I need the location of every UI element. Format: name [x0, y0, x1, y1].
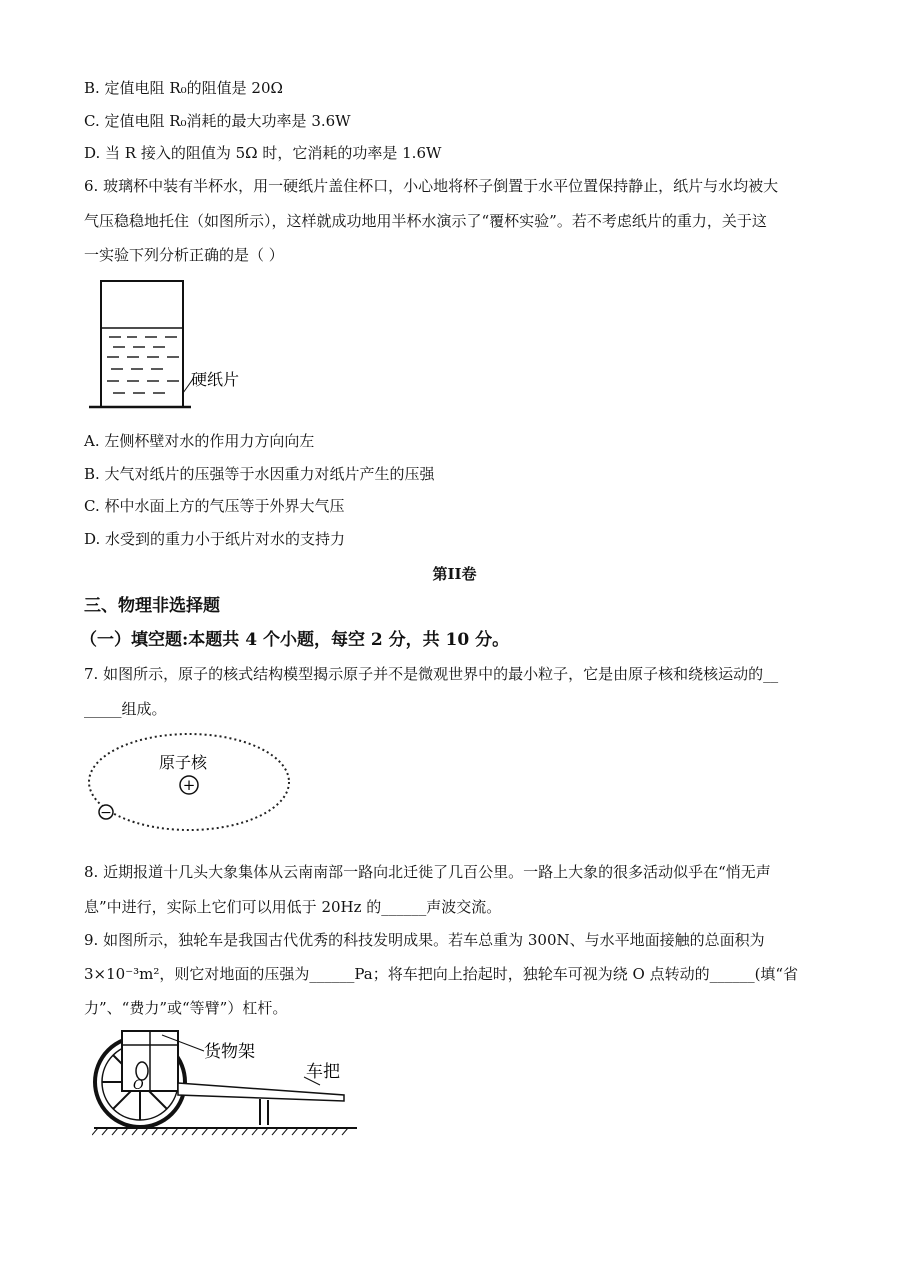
q9-stem-line2: 3×10⁻³m²，则它对地面的压强为______Pa；将车把向上抬起时，独轮车可视为绕 O 点转动的______(填“省	[84, 965, 799, 983]
volume-title: 第II卷	[432, 565, 477, 583]
water-dashes	[107, 337, 179, 393]
minus-sign: −	[100, 805, 112, 821]
option-b-prev: B. 定值电阻 R₀的阻值是 20Ω	[84, 79, 283, 97]
q7-stem-line2: _____组成。	[84, 700, 167, 718]
q6-option-b: B. 大气对纸片的压强等于水因重力对纸片产生的压强	[84, 465, 435, 483]
paper-label: 硬纸片	[191, 370, 240, 389]
q6-stem-line1: 6. 玻璃杯中装有半杯水，用一硬纸片盖住杯口，小心地将杯子倒置于水平位置保持静止，纸片与水均被大	[84, 177, 779, 195]
q6-option-a: A. 左侧杯壁对水的作用力方向向左	[84, 432, 315, 450]
ground-hatching	[92, 1128, 348, 1135]
q9-stem-line3: 力”、“费力”或“等臂”）杠杆。	[84, 999, 288, 1017]
q7-stem-line1: 7. 如图所示，原子的核式结构模型揭示原子并不是微观世界中的最小粒子，它是由原子核和绕核运动的__	[84, 665, 779, 683]
nucleus-label: 原子核	[159, 753, 208, 772]
handle-beam	[178, 1083, 344, 1101]
q6-option-d: D. 水受到的重力小于纸片对水的支持力	[84, 530, 346, 548]
plus-sign: +	[182, 776, 196, 794]
q8-stem-line1: 8. 近期报道十几头大象集体从云南南部一路向北迁徙了几百公里。一路上大象的很多活动似乎在“悄无声	[84, 863, 771, 881]
wheelbarrow-figure	[92, 1025, 362, 1140]
q6-stem-line3: 一实验下列分析正确的是（ ）	[84, 246, 284, 264]
cup-outline	[101, 281, 183, 407]
pivot-label: O	[133, 1078, 144, 1093]
handle-label: 车把	[306, 1062, 340, 1082]
cup-figure	[85, 275, 255, 415]
q6-option-c: C. 杯中水面上方的气压等于外界大气压	[84, 497, 345, 515]
rack-label: 货物架	[204, 1042, 255, 1062]
subsection-title: （一）填空题:本题共 4 个小题，每空 2 分，共 10 分。	[80, 630, 510, 650]
option-c-prev: C. 定值电阻 R₀消耗的最大功率是 3.6W	[84, 112, 351, 130]
q9-stem-line1: 9. 如图所示，独轮车是我国古代优秀的科技发明成果。若车总重为 300N、与水平地面接触的总面积为	[84, 931, 765, 949]
section-title: 三、物理非选择题	[84, 596, 220, 616]
q8-stem-line2: 息”中进行，实际上它们可以用低于 20Hz 的______声波交流。	[84, 898, 502, 916]
q6-stem-line2: 气压稳稳地托住（如图所示），这样就成功地用半杯水演示了“覆杯实验”。若不考虑纸片的重力，关于这	[84, 212, 767, 230]
atom-figure	[85, 728, 300, 840]
option-d-prev: D. 当 R 接入的阻值为 5Ω 时，它消耗的功率是 1.6W	[84, 144, 442, 162]
